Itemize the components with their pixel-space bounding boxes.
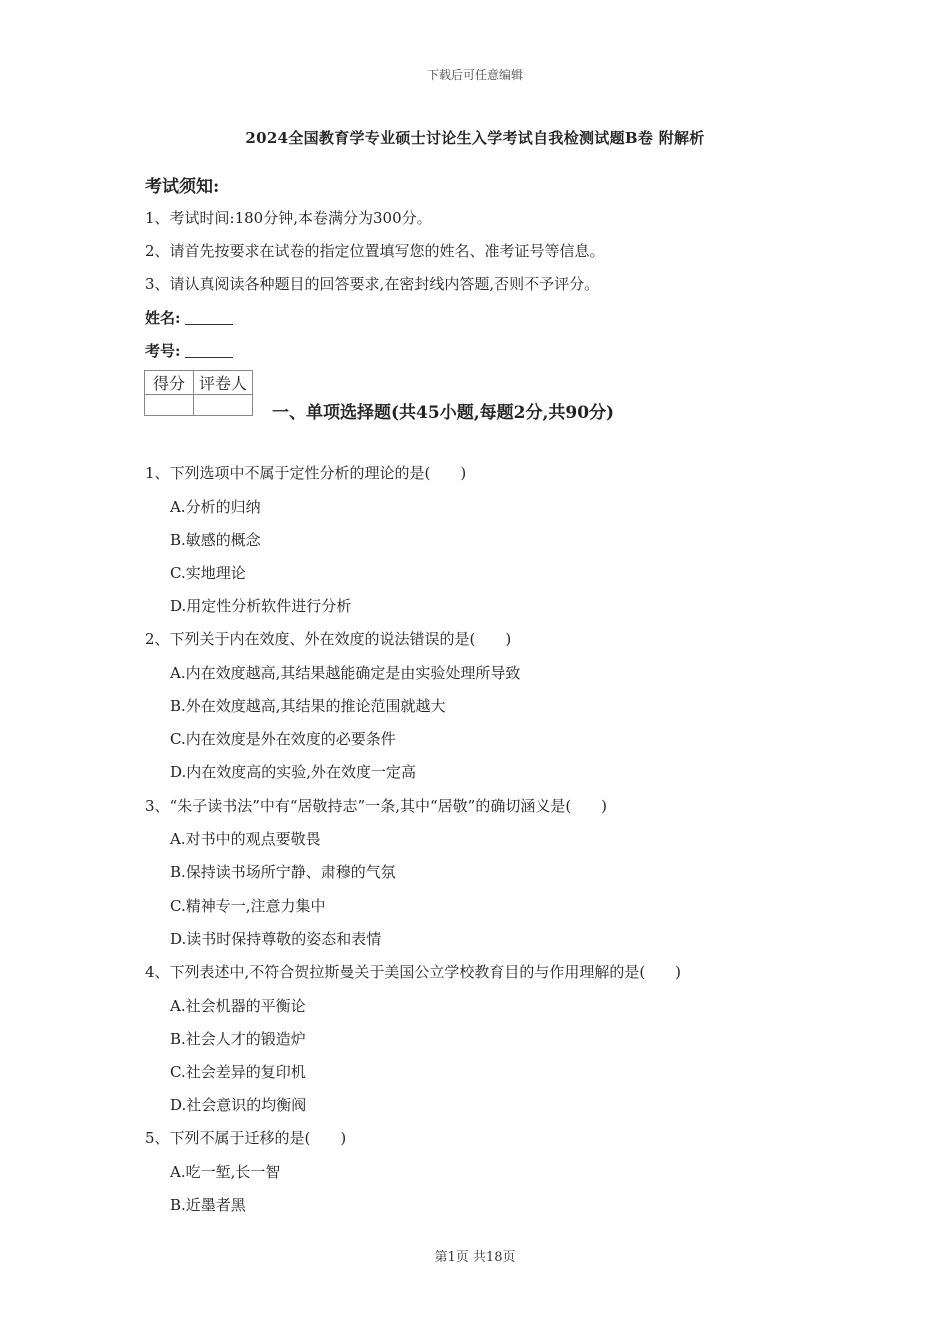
id-label: 考号: — [145, 342, 181, 360]
question-stem: 2、下列关于内在效度、外在效度的说法错误的是( ) — [145, 630, 512, 648]
question-option: D.读书时保持尊敬的姿态和表情 — [170, 930, 382, 948]
question-option: C.内在效度是外在效度的必要条件 — [170, 730, 396, 748]
grader-cell[interactable] — [194, 395, 253, 416]
question-option: A.分析的归纳 — [170, 498, 261, 516]
question-stem: 1、下列选项中不属于定性分析的理论的是( ) — [145, 464, 467, 482]
question-stem: 5、下列不属于迁移的是( ) — [145, 1129, 347, 1147]
question-stem: 3、“朱子读书法”中有“居敬持志”一条,其中“居敬”的确切涵义是( ) — [145, 797, 608, 815]
question-option: A.吃一堑,长一智 — [170, 1163, 281, 1181]
notice-item: 3、请认真阅读各种题目的回答要求,在密封线内答题,否则不予评分。 — [145, 275, 600, 293]
section-title: 一、单项选择题(共45小题,每题2分,共90分) — [272, 403, 615, 423]
score-table — [144, 370, 253, 416]
question-option: B.敏感的概念 — [170, 531, 261, 549]
name-blank[interactable] — [185, 310, 233, 325]
id-blank[interactable] — [185, 343, 233, 358]
question-option: A.社会机器的平衡论 — [170, 997, 306, 1015]
notice-item: 1、考试时间:180分钟,本卷满分为300分。 — [145, 209, 432, 227]
header-note: 下载后可任意编辑 — [426, 68, 523, 82]
question-option: B.近墨者黑 — [170, 1196, 246, 1214]
question-option: C.社会差异的复印机 — [170, 1063, 306, 1081]
name-label: 姓名: — [145, 309, 181, 327]
question-option: A.内在效度越高,其结果越能确定是由实验处理所导致 — [170, 664, 521, 682]
score-header: 得分 — [145, 371, 194, 395]
page-footer: 第1页 共18页 — [434, 1250, 516, 1265]
grader-header: 评卷人 — [194, 371, 253, 395]
question-option: B.保持读书场所宁静、肃穆的气氛 — [170, 863, 396, 881]
question-stem: 4、下列表述中,不符合贺拉斯曼关于美国公立学校教育目的与作用理解的是( ) — [145, 963, 682, 981]
question-option: C.实地理论 — [170, 564, 246, 582]
question-option: A.对书中的观点要敬畏 — [170, 830, 321, 848]
name-field — [145, 307, 233, 328]
notice-item: 2、请首先按要求在试卷的指定位置填写您的姓名、准考证号等信息。 — [145, 242, 605, 260]
id-field — [145, 340, 233, 361]
score-cell[interactable] — [145, 395, 194, 416]
question-option: D.社会意识的均衡阀 — [170, 1096, 307, 1114]
question-option: B.外在效度越高,其结果的推论范围就越大 — [170, 697, 446, 715]
notice-heading: 考试须知: — [145, 177, 220, 197]
question-option: C.精神专一,注意力集中 — [170, 897, 326, 915]
document-title: 2024全国教育学专业硕士讨论生入学考试自我检测试题B卷 附解析 — [245, 129, 705, 147]
question-option: B.社会人才的锻造炉 — [170, 1030, 306, 1048]
question-option: D.内在效度高的实验,外在效度一定高 — [170, 763, 417, 781]
question-option: D.用定性分析软件进行分析 — [170, 597, 352, 615]
